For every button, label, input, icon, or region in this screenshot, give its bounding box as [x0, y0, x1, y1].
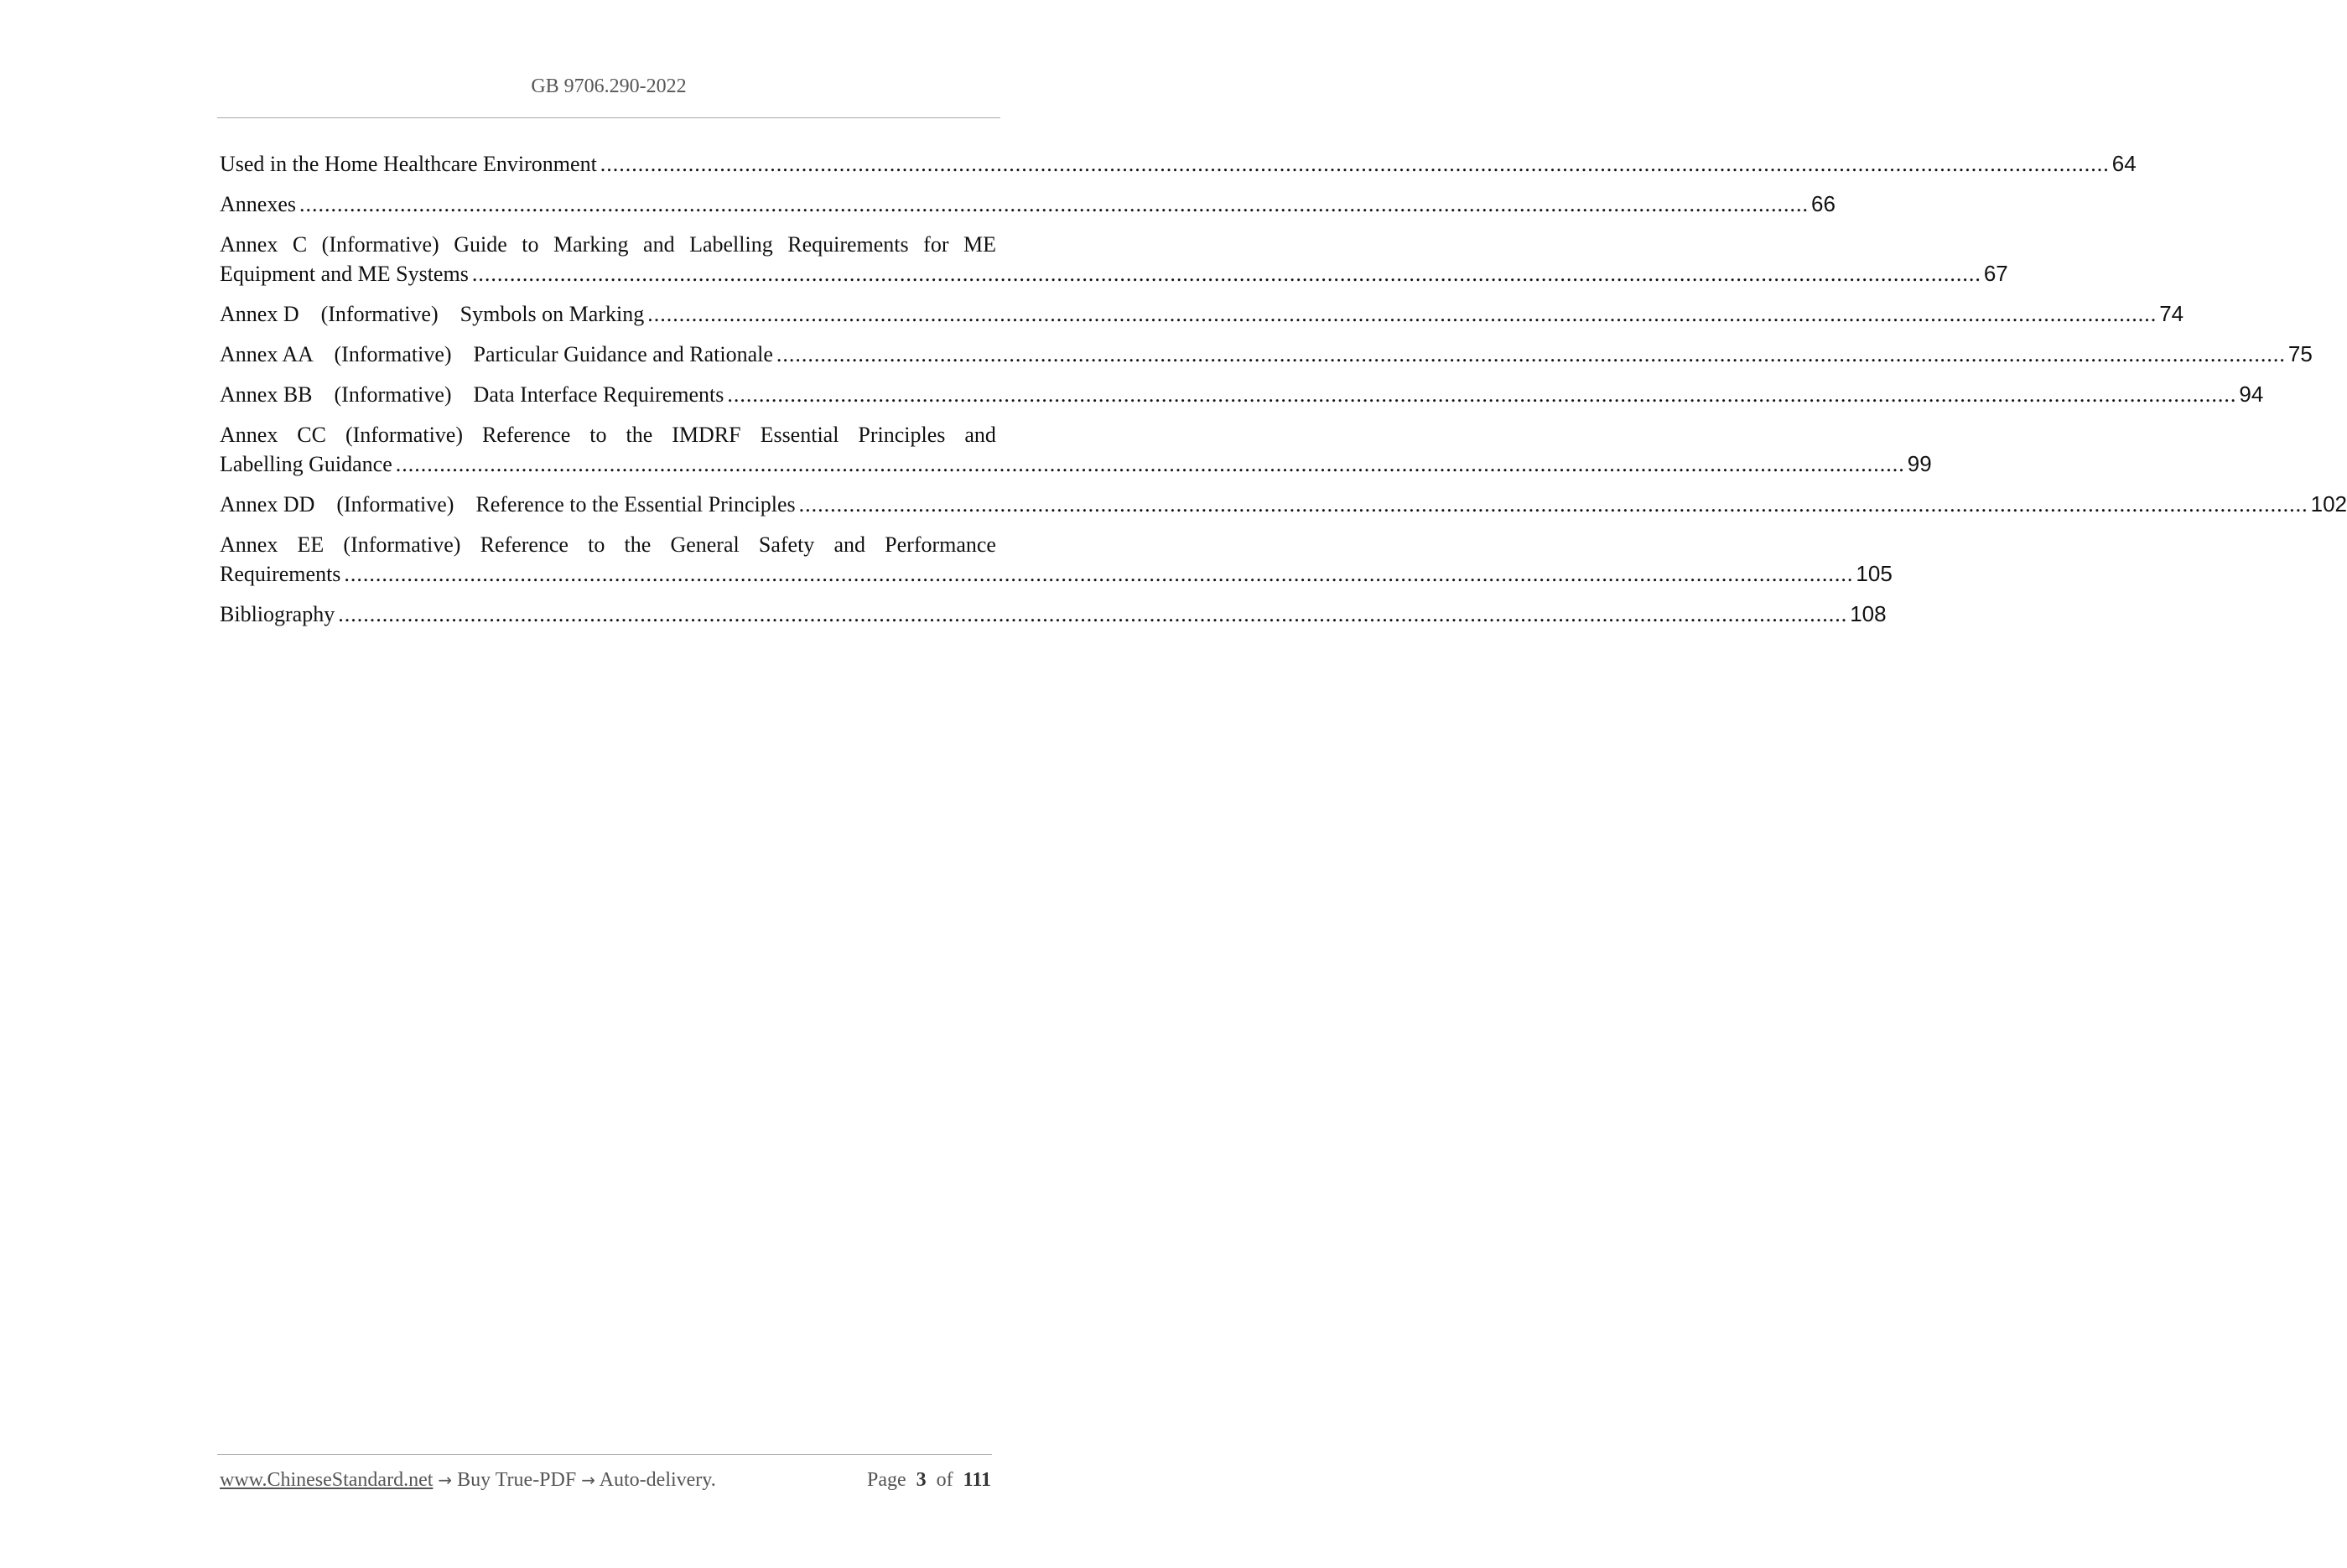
table-of-contents — [220, 149, 2347, 640]
toc-entry-title: Annex D (Informative) Symbols on Marking — [220, 302, 645, 326]
toc-entry-title-line — [220, 530, 996, 559]
toc-title-word: CC — [297, 423, 326, 447]
toc-entry-last-line — [220, 600, 1887, 629]
toc-title-word: Guide — [454, 232, 507, 257]
dot-leader: ................................................................................................................................................................................................................................................ — [798, 492, 2308, 517]
footer-divider — [217, 1454, 992, 1455]
website-link[interactable]: www.ChineseStandard.net — [220, 1469, 434, 1491]
toc-entry-last-line — [220, 559, 1893, 589]
toc-entry-last-line — [220, 259, 2008, 288]
page-indicator — [867, 1469, 991, 1492]
footer-promo — [220, 1469, 716, 1492]
toc-entry[interactable] — [220, 530, 1893, 589]
toc-title-word: and — [964, 423, 996, 447]
arrow-right-icon: → — [581, 1470, 595, 1490]
toc-title-word: Principles — [858, 423, 946, 447]
toc-entry-title: Requirements — [220, 562, 341, 586]
toc-page-number: 75 — [2287, 341, 2313, 366]
toc-page-number: 102 — [2310, 491, 2347, 517]
toc-entry-title: Equipment and ME Systems — [220, 262, 469, 286]
toc-entry[interactable] — [220, 340, 2313, 369]
toc-entry-title: Annex DD (Informative) Reference to the Essential Principles — [220, 492, 796, 517]
dot-leader: ................................................................................................................................................................................................................................................ — [647, 302, 2157, 326]
toc-entry-last-line — [220, 380, 2264, 409]
toc-entry[interactable] — [220, 420, 1932, 479]
current-page-number: 3 — [916, 1469, 927, 1491]
toc-title-word: Safety — [758, 532, 815, 557]
dot-leader: ................................................................................................................................................................................................................................................ — [299, 192, 1809, 216]
toc-title-word: Marking — [553, 232, 629, 257]
toc-entry-last-line — [220, 299, 2184, 329]
toc-title-word: the — [624, 532, 652, 557]
toc-entry-last-line — [220, 340, 2313, 369]
dot-leader: ................................................................................................................................................................................................................................................ — [344, 562, 1854, 586]
toc-entry-last-line — [220, 190, 1836, 219]
buy-true-pdf-text: Buy True-PDF — [457, 1469, 577, 1491]
toc-entry-title: Annexes — [220, 192, 296, 216]
toc-entry-last-line — [220, 449, 1932, 479]
toc-entry[interactable] — [220, 600, 1887, 629]
page-footer — [220, 1469, 991, 1492]
toc-title-word: Requirements — [787, 232, 909, 257]
toc-title-word: Reference — [481, 423, 571, 447]
dot-leader: ................................................................................................................................................................................................................................................ — [395, 452, 1905, 476]
dot-leader: ................................................................................................................................................................................................................................................ — [600, 152, 2110, 176]
toc-title-word: Performance — [885, 532, 996, 557]
toc-title-word: ME — [963, 232, 996, 257]
toc-title-word: Annex — [220, 423, 278, 447]
toc-title-word: General — [670, 532, 740, 557]
dot-leader: ................................................................................................................................................................................................................................................ — [338, 602, 1848, 626]
auto-delivery-text: Auto-delivery. — [599, 1469, 716, 1491]
toc-page-number: 64 — [2111, 151, 2137, 176]
toc-title-word: Essential — [760, 423, 839, 447]
toc-entry[interactable] — [220, 190, 1836, 219]
toc-title-word: to — [589, 423, 607, 447]
toc-entry-title-line — [220, 420, 996, 449]
toc-title-word: C — [292, 232, 308, 257]
toc-title-word: Annex — [220, 232, 278, 257]
toc-entry[interactable] — [220, 490, 2347, 519]
toc-page-number: 99 — [1907, 451, 1932, 476]
dot-leader: ................................................................................................................................................................................................................................................ — [727, 382, 2237, 407]
toc-title-word: to — [588, 532, 605, 557]
toc-entry-title: Bibliography — [220, 602, 335, 626]
toc-title-word: IMDRF — [672, 423, 741, 447]
document-number-header: GB 9706.290-2022 — [531, 75, 687, 97]
toc-entry[interactable] — [220, 380, 2264, 409]
toc-title-word: (Informative) — [321, 232, 439, 257]
toc-page-number: 67 — [1983, 261, 2008, 286]
toc-page-number: 74 — [2159, 301, 2184, 326]
dot-leader: ................................................................................................................................................................................................................................................ — [776, 342, 2286, 366]
page-label: Page — [866, 1469, 906, 1491]
dot-leader: ................................................................................................................................................................................................................................................ — [471, 262, 1981, 286]
toc-entry-title: Used in the Home Healthcare Environment — [220, 152, 597, 176]
toc-entry-title: Labelling Guidance — [220, 452, 392, 476]
toc-page-number: 66 — [1810, 191, 1836, 216]
toc-entry[interactable] — [220, 149, 2137, 179]
toc-entry-last-line — [220, 149, 2137, 179]
toc-title-word: Labelling — [689, 232, 773, 257]
toc-entry[interactable] — [220, 230, 2008, 288]
toc-title-word: (Informative) — [345, 423, 463, 447]
toc-title-word: to — [522, 232, 539, 257]
arrow-right-icon: → — [438, 1470, 453, 1490]
toc-title-word: and — [643, 232, 675, 257]
of-label: of — [936, 1469, 953, 1491]
toc-title-word: (Informative) — [343, 532, 461, 557]
toc-title-word: the — [626, 423, 653, 447]
toc-title-word: EE — [297, 532, 325, 557]
toc-page-number: 94 — [2239, 382, 2264, 407]
toc-title-word: and — [833, 532, 865, 557]
toc-entry[interactable] — [220, 299, 2184, 329]
toc-entry-title: Annex AA (Informative) Particular Guidance and Rationale — [220, 342, 773, 366]
toc-entry-last-line — [220, 490, 2347, 519]
toc-title-word: Reference — [480, 532, 569, 557]
toc-entry-title-line — [220, 230, 996, 259]
toc-page-number: 105 — [1856, 561, 1893, 586]
header-divider — [217, 117, 1000, 118]
toc-title-word: for — [923, 232, 949, 257]
toc-entry-title: Annex BB (Informative) Data Interface Requirements — [220, 382, 724, 407]
toc-page-number: 108 — [1850, 601, 1887, 626]
toc-title-word: Annex — [220, 532, 278, 557]
total-page-count: 111 — [963, 1469, 991, 1491]
